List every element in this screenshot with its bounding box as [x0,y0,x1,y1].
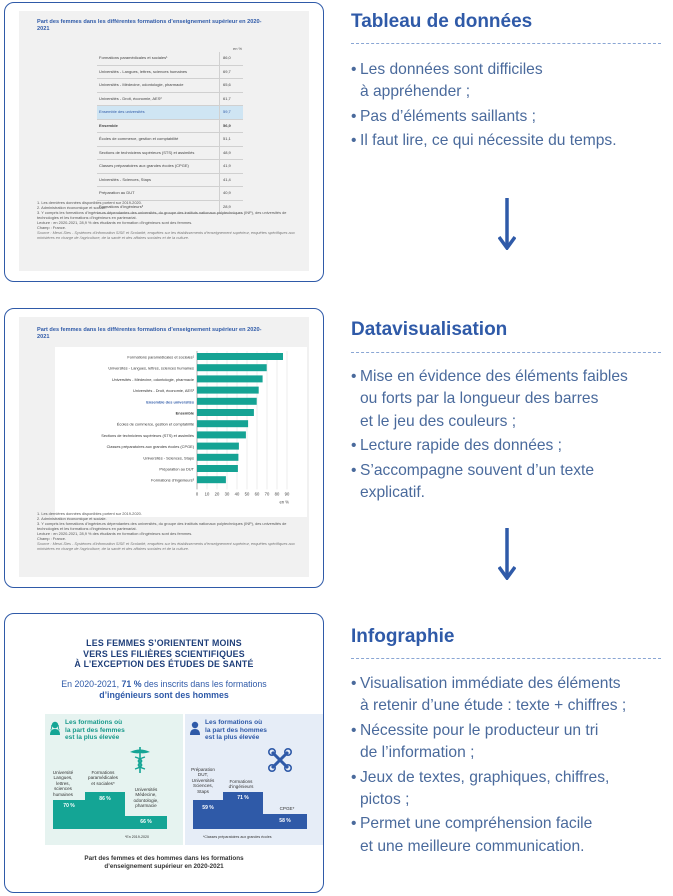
category-label: Formations paramédicales et sociales¹ [127,354,194,360]
table-row: Écoles de commerce, gestion et comptabilité 51,1 [97,133,243,147]
data-bar [197,443,239,450]
bar-chart [55,347,307,517]
x-tick-label: 20 [214,491,220,497]
note-line: 2. Administration économique et sociale. [37,516,107,521]
table-row: Universités - Médecine, odontologie, pharmacie 65,6 [97,79,243,93]
note-line: Champ : France. [37,225,66,230]
data-bar [197,353,283,360]
x-tick-label: 10 [204,491,210,497]
bullet-item: • Pas d’éléments saillants ; [351,107,536,125]
data-bar [197,465,238,472]
table-title: Part des femmes dans les différentes formations d’enseignement supérieur en 2020-2021 [37,19,262,32]
section-divider [351,658,661,659]
note-line: 1. Les dernières données disponibles portent sur 2019-2020. [37,511,142,516]
men-note: *Classes préparatoires aux grandes écoles [203,835,272,839]
women-label-medicine: Universités Médecine, odontologie, pharmacie [133,787,159,809]
category-label: Ensemble [175,410,194,416]
section-title-infographic: Infographie [351,626,455,647]
x-tick-label: 80 [274,491,280,497]
x-tick-label: 50 [244,491,250,497]
table-row: Universités - Sciences, Staps 41,4 [97,174,243,188]
category-label: Ensemble des universités [146,399,194,405]
women-panel-title: Les formations où la part des femmes est la plus élevée [65,719,125,742]
chart-image [19,317,309,577]
men-label-cpge: CPGE* [279,806,295,811]
women-bar-medicine: 66 % [125,816,167,829]
bullet-item: • S’accompagne souvent d’un texte explicatif. [351,461,595,502]
data-bar [197,398,257,405]
note-line: 2. Administration économique et sociale. [37,205,107,210]
table-unit: en % [233,46,243,51]
table-bullets [351,59,667,155]
data-table [97,52,243,214]
heading-line: À L’EXCEPTION DES ÉTUDES DE SANTÉ [74,659,254,669]
bullet-item: • Lecture rapide des données ; [351,437,562,455]
men-bar-cpge: 58 % [263,814,307,829]
table-row: Ensemble 56,9 [97,120,243,134]
data-bar [197,375,263,382]
note-line: 3. Y compris les formations d’ingénieurs dépendantes des universités, du groupe des instituts nationaux polytechniques (INP), des universités de technologies et les formations d’ingénieurs en partenariat. [37,521,287,531]
arrow-down-icon [498,528,516,580]
category-label: Classes préparatoires aux grandes écoles (CPGE) [106,444,194,450]
chart-example-card [4,308,324,588]
x-axis-unit: en % [279,499,289,505]
woman-icon [49,721,61,735]
women-panel [45,714,183,845]
category-label: Préparation au DUT [159,466,194,472]
data-bar [197,454,238,461]
section-title-dataviz: Datavisualisation [351,319,508,340]
section-divider [351,352,661,353]
caduceus-icon [127,744,153,774]
women-label-paramedical: Formations paramédicales et sociales* [88,770,118,786]
infographic-image [9,618,319,888]
data-bar [197,364,267,371]
section-title-table: Tableau de données [351,11,533,32]
category-label: Formations d’ingénieurs³ [151,477,194,483]
category-label: Universités - Médecine, odontologie, pharmacie [111,376,194,382]
note-line: Lecture : en 2020-2021, 28,9 % des étudiants en formation d’ingénieurs sont des femmes. [37,220,193,225]
chart-notes [37,511,299,551]
table-row: Préparation au DUT 40,9 [97,187,243,201]
men-label-engineering: Formations d’ingénieurs [228,779,254,790]
infographic-heading [9,638,319,670]
table-row: Universités - Langues, lettres, sciences humaines 69,7 [97,66,243,80]
section-divider [351,43,661,44]
x-tick-label: 30 [224,491,230,497]
man-icon [189,721,201,735]
women-bar-paramedical: 86 % [85,792,125,829]
men-panel-title: Les formations où la part des hommes est la plus élevée [205,719,267,742]
note-line: 3. Y compris les formations d’ingénieurs dépendantes des universités, du groupe des instituts nationaux polytechniques (INP), des universités de technologies et les formations d’ingénieurs en partenariat. [37,210,287,220]
table-row: Formations d’ingénieurs³ 28,9 [97,201,243,215]
category-label: Universités - Droit, économie, AES² [133,388,194,394]
note-line: Champ : France. [37,536,66,541]
infographic-subtitle: En 2020-2021, 71 % des inscrits dans les formations d’ingénieurs sont des hommes [61,679,267,700]
source-line: Source : Mesri-Sies - Systèmes d’information SISE et Scolarité, enquêtes sur les établissements d’enseignement supérieur, enquêtes spécifiques aux ministères en charge de l’agriculture, de la santé et des affaires sociales et de la culture. [37,230,295,240]
heading-line: VERS LES FILIÈRES SCIENTIFIQUES [83,648,245,659]
men-panel [185,714,323,845]
bullet-item: • Il faut lire, ce qui nécessite du temps. [351,132,617,150]
category-label: Sections de techniciens supérieurs (STS) et assimilés [101,432,194,438]
men-label-dut: Préparation DUT, Universités Sciences, Staps [191,767,215,794]
table-row: Ensemble des universités 59,7 [97,106,243,120]
chart-title: Part des femmes dans les différentes formations d’enseignement supérieur en 2020-2021 [37,327,262,340]
data-bar [197,431,246,438]
bullet-item: • Visualisation immédiate des éléments à retenir d’une étude : texte + chiffres ; [351,675,627,715]
note-line: 1. Les dernières données disponibles portent sur 2019-2020. [37,200,142,205]
x-tick-label: 0 [195,491,199,497]
bullet-item: • Nécessite pour le producteur un tri de l’information ; [351,721,599,762]
arrow-down-icon [498,198,516,250]
table-row: Universités - Droit, économie, AES² 61,7 [97,93,243,107]
women-label-letters: Université Langues, lettres, sciences humaines [52,770,74,797]
category-label: Écoles de commerce, gestion et comptabilité [116,421,194,427]
category-label: Universités - Langues, lettres, sciences humaines [108,365,194,371]
infographic-bullets [351,673,667,860]
men-bar-engineering: 71 % [223,792,263,829]
category-label: Universités - Sciences, Staps [143,455,194,461]
tools-icon [267,747,293,773]
x-tick-label: 70 [264,491,270,497]
infographic-example-card [4,613,324,893]
data-bar [197,476,226,483]
women-bar-letters: 70 % [53,800,85,829]
women-note: *En 2019-2020 [125,835,149,839]
infographic-footer: Part des femmes et des hommes dans les formations d’enseignement supérieur en 2020-2021 [84,855,244,871]
bullet-item: • Permet une compréhension facile et une meilleure communication. [351,815,593,855]
dataviz-bullets [351,366,667,506]
bullet-item: • Jeux de textes, graphiques, chiffres, pictos ; [351,768,610,809]
x-tick-label: 90 [284,491,290,497]
table-row: Formations paramédicales et sociales¹ 86,0 [97,52,243,66]
table-row: Classes préparatoires aux grandes écoles (CPGE) 41,9 [97,160,243,174]
note-line: Lecture : en 2020-2021, 28,9 % des étudiants en formation d’ingénieurs sont des femmes. [37,531,193,536]
bullet-item: • Les données sont difficiles à appréhender ; [351,61,543,101]
table-image [19,11,309,271]
x-tick-label: 60 [254,491,260,497]
heading-line: LES FEMMES S’ORIENTENT MOINS [86,638,242,648]
table-example-card [4,2,324,282]
x-tick-label: 40 [234,491,240,497]
bullet-item: • Mise en évidence des éléments faibles ou forts par la longueur des barres et le jeu des couleurs ; [351,368,628,430]
data-bar [197,387,259,394]
source-line: Source : Mesri-Sies - Systèmes d’information SISE et Scolarité, enquêtes sur les établissements d’enseignement supérieur, enquêtes spécifiques aux ministères en charge de l’agriculture, de la santé et des affaires sociales et de la culture. [37,541,295,551]
table-notes [37,200,299,240]
men-bar-dut: 59 % [193,800,223,829]
table-row: Sections de techniciens supérieurs (STS) et assimilés 48,9 [97,147,243,161]
data-bar [197,420,248,427]
data-bar [197,409,254,416]
